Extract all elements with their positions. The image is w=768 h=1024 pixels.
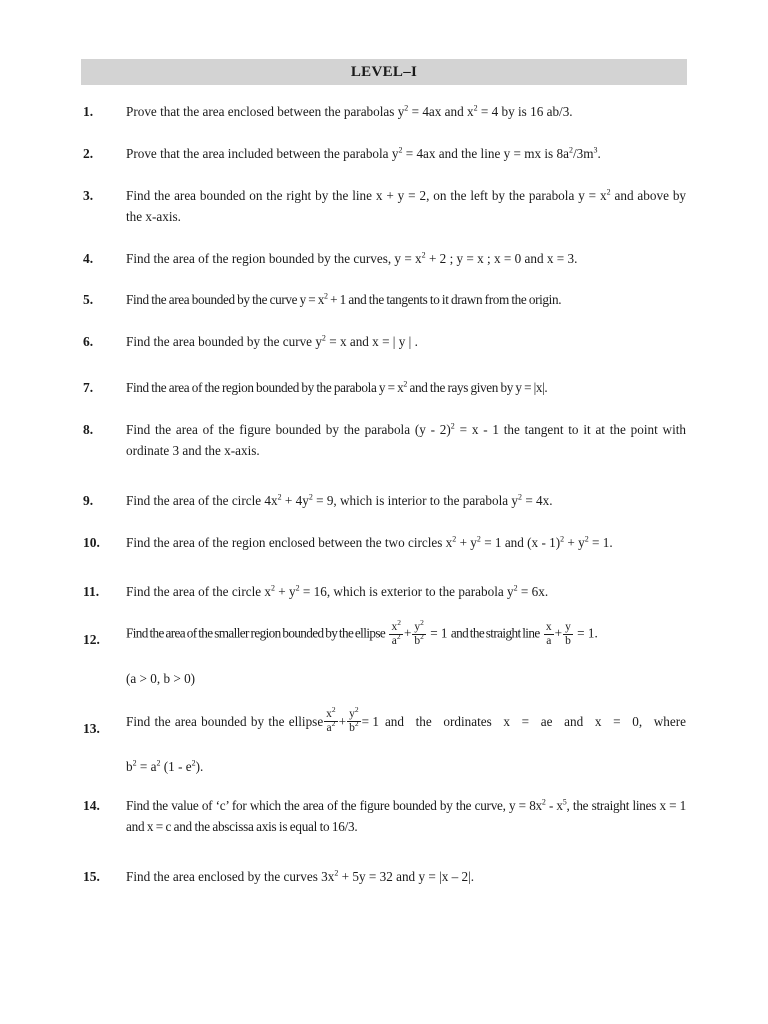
question-number: 13. — [83, 721, 100, 736]
question-number: 3. — [83, 188, 94, 203]
question-text: Find the area of the smaller region bounded by the ellipse $\frac{x^2}{a^2}$ + $\frac{y^2}{b^2}$ = 1 and the straight line $\frac{x}{a}$ + $\frac{y}{b}$ = 1. — [126, 618, 598, 647]
question-13-condition: $b^2 = a^2$ $(1 - e^2)$. — [126, 758, 204, 774]
question-12-condition: (a > 0, b > 0) — [126, 671, 196, 686]
fraction-x-a: $\frac{x}{a}$ — [545, 621, 552, 647]
fraction-y2-b2: $\frac{y^2}{b^2}$ — [414, 618, 424, 647]
question-number: 14. — [83, 798, 100, 813]
question-text: Find the area bounded on the right by the line x + y = 2, on the left by the parabola $y = x^2$ and above by the x-axis. — [126, 187, 687, 224]
question-text: Find the area of the figure bounded by the parabola (y - 2)$^2$ = x - 1 the tangent to it at the point with ordinate 3 and the x-axis. — [126, 421, 686, 458]
fraction-x2-a2: $\frac{x^2}{a^2}$ — [391, 618, 401, 647]
question-text: Prove that the area included between the parabola $y^2 = 4ax$ and the line y = mx is $8a^2/3m^3$. — [126, 145, 601, 161]
question-text: Find the area of the circle $x^2 + y^2 = 16$, which is exterior to the parabola $y^2 = 6x$. — [126, 583, 549, 599]
question-text: Find the value of ‘c’ for which the area of the figure bounded by the curve, $y = 8x^2 - x^5$, the straight lines x = 1 and x = c and the abscissa axis is equal to 16/3. — [126, 797, 686, 834]
question-text: Find the area of the region bounded by the parabola $y = x^2$ and the rays given by y = |x|. — [126, 379, 548, 395]
page-title: LEVEL–I — [350, 63, 418, 80]
question-number: 12. — [83, 632, 100, 647]
question-number: 5. — [83, 292, 94, 307]
level-title-bar — [81, 59, 687, 85]
question-text: Prove that the area enclosed between the parabolas $y^2 = 4ax$ and $x^2 = 4$ by is 16 ab/3. — [126, 103, 573, 119]
question-text: Find the area of the region bounded by the curves, $y = x^2 + 2$ ; y = x ; x = 0 and x = 3. — [126, 250, 578, 266]
question-text: Find the area bounded by the curve $y = x^2 + 1$ and the tangents to it drawn from the origin. — [126, 291, 562, 307]
question-text: Find the area of the circle $4x^2 + 4y^2 = 9$, which is interior to the parabola $y^2 = 4x$. — [126, 492, 553, 508]
question-text: Find the area bounded by the curve $y^2 = x$ and x = | y | . — [126, 333, 418, 349]
fraction-y-b: $\frac{y}{b}$ — [565, 621, 571, 647]
question-number: 9. — [83, 493, 94, 508]
question-text: Find the area enclosed by the curves $3x^2 + 5y = 32$ and y = |x – 2|. — [126, 868, 475, 884]
fraction-y2-b2: $\frac{y^2}{b^2}$ — [349, 705, 359, 734]
question-number: 8. — [83, 422, 94, 437]
question-number: 1. — [83, 104, 94, 119]
question-number: 6. — [83, 334, 94, 349]
question-text: Find the area of the region enclosed between the two circles $x^2 + y^2 = 1$ and $(x - 1)^2 + y^2 = 1$. — [126, 534, 613, 550]
question-number: 10. — [83, 535, 100, 550]
fraction-x2-a2: $\frac{x^2}{a^2}$ — [326, 705, 336, 734]
question-number: 7. — [83, 380, 94, 395]
question-number: 4. — [83, 251, 94, 266]
question-text: Find the area bounded by the ellipse $\frac{x^2}{a^2}$ + $\frac{y^2}{b^2}$ = 1 and the ordinates x = ae and x = 0, where — [126, 705, 686, 734]
question-number: 2. — [83, 146, 94, 161]
question-number: 15. — [83, 869, 100, 884]
question-number: 11. — [83, 584, 100, 599]
